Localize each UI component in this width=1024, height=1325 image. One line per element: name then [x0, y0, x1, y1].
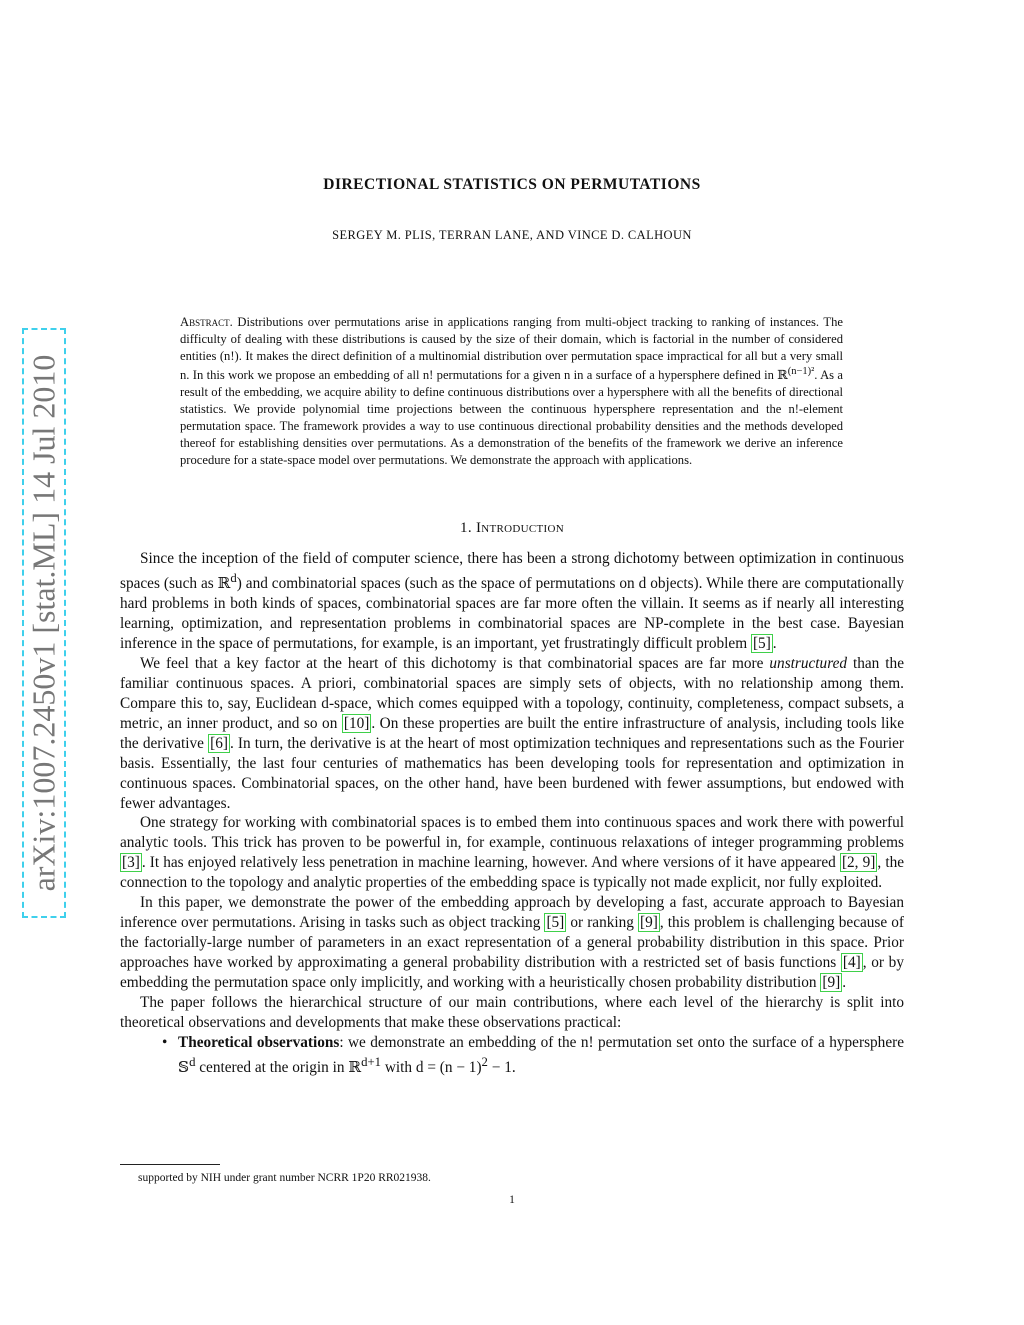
arxiv-id[interactable]: arXiv:1007.2450v1 [stat.ML] 14 Jul 2010	[25, 354, 62, 892]
paragraph-text: In this paper, we demonstrate the power of the embedding approach by developing a fast, accurate approach to Bayesian inference over permutations. Arising in tasks such as object tracking	[120, 894, 904, 932]
paper-authors: SERGEY M. PLIS, TERRAN LANE, AND VINCE D. CALHOUN	[332, 228, 692, 242]
superscript: d+1	[361, 1054, 382, 1069]
emphasis: unstructured	[769, 654, 848, 672]
paragraph-text: Since the inception of the field of computer science, there has been a strong dichotomy between optimization in continuous spaces (such as ℝ	[120, 550, 904, 593]
citation-link[interactable]: [6]	[210, 734, 228, 752]
page-number: 1	[509, 1194, 515, 1206]
paragraph-text: ) and combinatorial spaces (such as the space of permutations on d objects). While there are computationally hard problems in both kinds of spaces, combinatorial spaces are far more often the villain. It seems as if nearly all interesting learning, optimization, and representation problems in combinatorial spaces are NP-complete in the best case. Bayesian inference in the space of permutations, for example, is an important, yet frustratingly difficult problem	[120, 575, 905, 652]
paragraph-text: , the connection to the topology and analytic properties of the embedding space is typically not made explicit, nor fully exploited.	[120, 854, 905, 892]
paper-title: DIRECTIONAL STATISTICS ON PERMUTATIONS	[323, 176, 701, 193]
paragraph-text: . In turn, the derivative is at the heart of most optimization techniques and representations such as the Fourier basis. Essentially, the last four centuries of mathematics has been developing tools for representation and optimization in continuous spaces. Combinatorial spaces, on the other hand, have been burdened with fewer assumptions, but endowed with fewer advantages.	[120, 734, 904, 812]
abstract-label: Abstract.	[180, 315, 233, 329]
paragraph-3	[120, 813, 904, 893]
abstract-superscript: (n−1)²	[787, 366, 815, 378]
citation-link[interactable]: [10]	[343, 714, 370, 732]
citation-link[interactable]: [9]	[822, 974, 841, 992]
section-title: Introduction	[475, 520, 564, 536]
paragraph-1	[120, 549, 904, 654]
body-text	[120, 549, 904, 1078]
bullet-lead: Theoretical observations	[178, 1033, 340, 1051]
paragraph-text: One strategy for working with combinatorial spaces is to embed them into continuous spaces and work there with powerful analytic tools. This trick has proven to be powerful in, for example, continuous relaxations of integer programming problems	[120, 814, 904, 852]
paragraph-text: .	[842, 974, 847, 992]
section-heading	[0, 520, 1024, 537]
bullet-text: with d = (n − 1)	[381, 1059, 482, 1077]
bullet-text: : we demonstrate an embedding of the n! permutation set onto the surface of a hypersphere 𝕊	[178, 1033, 904, 1077]
bullet-icon: •	[162, 1033, 168, 1051]
paragraph-text: , or by embedding the permutation space only implicitly, and working with a heuristically chosen probability distribution	[120, 954, 904, 992]
paragraph-text: or ranking	[566, 914, 639, 932]
superscript: 2	[481, 1054, 488, 1069]
citation-link[interactable]: [2, 9]	[841, 854, 876, 872]
citation-link[interactable]: [4]	[842, 954, 861, 972]
paragraph-5: The paper follows the hierarchical structure of our main contributions, where each level of the hierarchy is split into theoretical observations and developments that make these observations practical:	[120, 994, 904, 1032]
abstract-text-1: Distributions over permutations arise in applications ranging from multi-object tracking to ranking of instances. The difficulty of dealing with these distributions is caused by the size of their domain, which is factorial in the number of considered entities (n!). It makes the direct definition of a multinomial distribution over permutation space impractical for all but a very small n. In this work we propose an embedding of all n! permutations for a given n in a surface of a hypersphere defined in ℝ	[180, 315, 844, 383]
superscript: d	[230, 570, 237, 585]
arxiv-stamp[interactable]	[22, 328, 66, 918]
citation-link[interactable]: [3]	[122, 854, 140, 872]
citation-link[interactable]: [9]	[640, 914, 658, 932]
paragraph-2	[120, 654, 904, 814]
abstract	[180, 314, 843, 468]
list-item	[162, 1033, 904, 1078]
citation-link[interactable]: [5]	[546, 914, 565, 932]
citation-link[interactable]: [5]	[752, 634, 771, 652]
paragraph-text: , this problem is challenging because of the factorially-large number of parameters in an exact representation of a general probability distribution in this space. Prior approaches have worked by approximating a general probability distribution with a restricted set of basis functions	[120, 914, 904, 972]
superscript: d	[189, 1054, 196, 1069]
section-number: 1.	[460, 520, 472, 536]
bullet-text: − 1.	[487, 1059, 516, 1077]
paragraph-text: . On these properties are built the entire infrastructure of analysis, including tools like the derivative	[120, 714, 904, 752]
bullet-text: centered at the origin in ℝ	[195, 1059, 362, 1077]
paragraph-text: than the familiar continuous spaces. A priori, combinatorial spaces are simply sets of objects, with no relationship among them. Compare this to, say, Euclidean d-space, which comes equipped with a topology, continuity, completeness, compact subsets, a metric, an inner product, and so on	[120, 654, 904, 732]
footnote: supported by NIH under grant number NCRR 1P20 RR021938.	[138, 1172, 431, 1184]
paragraph-text: .	[772, 634, 777, 652]
paragraph-text: We feel that a key factor at the heart of this dichotomy is that combinatorial spaces are far more	[140, 654, 770, 672]
paragraph-4	[120, 893, 904, 993]
abstract-text-2: . As a result of the embedding, we acquire ability to define continuous distributions over a hypersphere with all the benefits of directional statistics. We provide polynomial time projections between the continuous hypersphere representation and the n!-element permutation space. The framework provides a way to use continuous directional probability densities and the methods developed thereof for establishing densities over permutations. As a demonstration of the benefits of the framework we derive an inference procedure for a state-space model over permutations. We demonstrate the approach with applications.	[180, 368, 843, 467]
footnote-rule	[120, 1164, 220, 1165]
paragraph-text: . It has enjoyed relatively less penetration in machine learning, however. And where versions of it have appeared	[141, 854, 840, 872]
contribution-list	[120, 1033, 904, 1078]
